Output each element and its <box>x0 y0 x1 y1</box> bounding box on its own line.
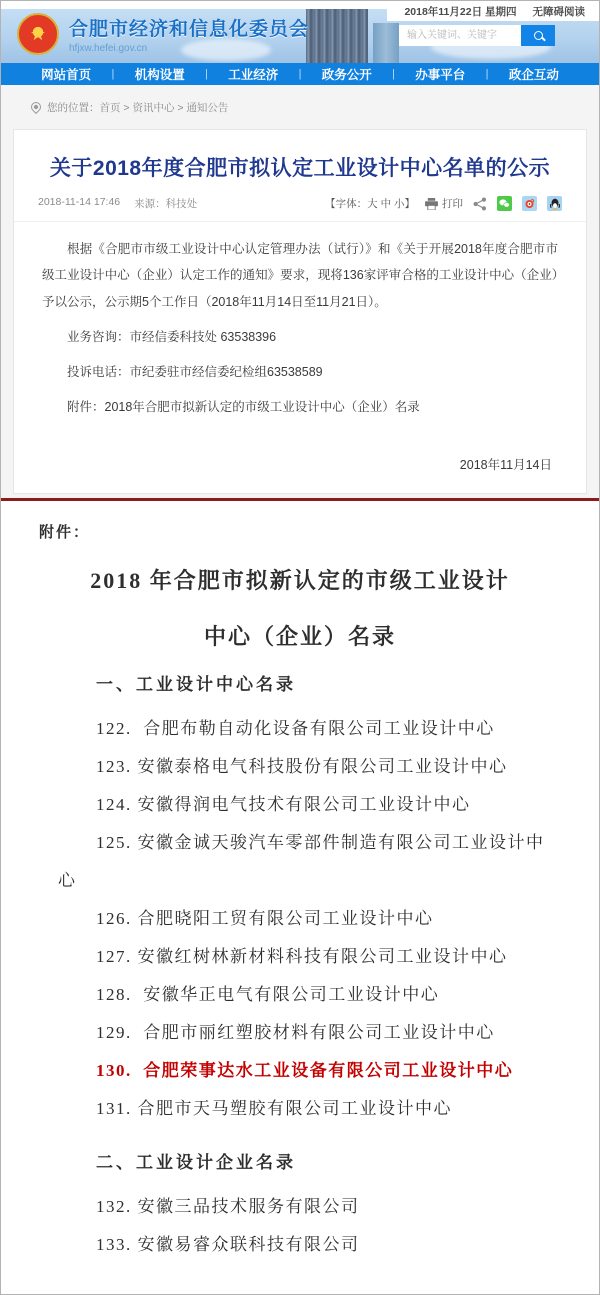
search-button[interactable] <box>521 25 555 46</box>
breadcrumb-band <box>1 85 599 129</box>
list-item-highlighted: 130. 合肥荣事达水工业设备有限公司工业设计中心 <box>96 1061 514 1081</box>
article-title: 关于2018年度合肥市拟认定工业设计中心名单的公示 <box>49 157 551 180</box>
article-source: 来源：科技处 <box>134 198 198 210</box>
attachment-label: 附件： <box>39 524 91 541</box>
article-paragraph: 根据《合肥市市级工业设计中心认定管理办法（试行）》和《关于开展2018年度合肥市市级工业设计中心（企业）认定工作的通知》要求，现将136家评审合格的工业设计中心（企业）予以公示，公示期5个工作日（2018年11月14日至11月21日）。 <box>42 242 558 309</box>
national-emblem-icon: ★ <box>17 13 59 55</box>
qq-icon[interactable] <box>547 196 562 211</box>
font-size-control[interactable]: 【字体：大 中 小】 <box>325 198 415 210</box>
list-item: 125. 安徽金诚天骏汽车零部件制造有限公司工业设计中心 <box>58 833 545 891</box>
print-button[interactable] <box>425 196 463 211</box>
current-date: 2018年11月22日 星期四 <box>404 5 517 18</box>
site-header <box>1 1 599 85</box>
search-box <box>399 25 555 46</box>
list-item: 126. 合肥晓阳工贸有限公司工业设计中心 <box>96 909 434 929</box>
nav-item-industry[interactable]: 工业经济 <box>228 68 279 82</box>
site-url: hfjxw.hefei.gov.cn <box>69 43 148 54</box>
section-heading-enterprises: 二、工业设计企业名录 <box>96 1153 296 1173</box>
printer-icon <box>425 198 438 210</box>
nav-item-interaction[interactable]: 政企互动 <box>508 68 559 82</box>
search-input[interactable] <box>399 25 521 46</box>
breadcrumb-text: 您的位置：首页 > 资讯中心 > 通知公告 <box>47 101 229 114</box>
site-name: 合肥市经济和信息化委员会 <box>69 19 310 40</box>
list-item: 133. 安徽易睿众联科技有限公司 <box>96 1235 360 1255</box>
article-meta <box>14 196 586 222</box>
weibo-icon[interactable] <box>522 196 537 211</box>
list-item: 124. 安徽得润电气技术有限公司工业设计中心 <box>96 795 471 815</box>
nav-separator: | <box>298 68 302 80</box>
list-item: 127. 安徽红树林新材料科技有限公司工业设计中心 <box>96 947 508 967</box>
list-item: 131. 合肥市天马塑胶有限公司工业设计中心 <box>96 1099 452 1119</box>
attachment-document <box>1 501 599 1295</box>
share-icon[interactable] <box>473 197 487 211</box>
article-card <box>13 129 587 494</box>
list-item: 123. 安徽泰格电气科技股份有限公司工业设计中心 <box>96 757 508 777</box>
nav-item-org[interactable]: 机构设置 <box>134 68 185 82</box>
print-label: 打印 <box>442 198 463 210</box>
breadcrumb[interactable] <box>31 100 228 115</box>
article-date: 2018年11月14日 <box>459 457 552 472</box>
doc-title-line1: 2018 年合肥市拟新认定的市级工业设计 <box>90 567 510 593</box>
list-item: 122. 合肥布勒自动化设备有限公司工业设计中心 <box>96 719 495 739</box>
building-image <box>373 23 399 63</box>
date-strip <box>387 1 599 21</box>
wechat-icon[interactable] <box>497 196 512 211</box>
nav-separator: | <box>392 68 395 80</box>
doc-title-line2: 中心（企业）名录 <box>203 623 396 649</box>
nav-separator: | <box>485 68 489 80</box>
nav-item-gov-affairs[interactable]: 政务公开 <box>321 68 372 82</box>
accessibility-link[interactable]: 无障碍阅读 <box>532 5 585 18</box>
consult-line: 业务咨询：市经信委科技处 63538396 <box>67 329 277 344</box>
location-pin-icon <box>29 100 43 114</box>
nav-item-service[interactable]: 办事平台 <box>415 68 466 82</box>
nav-separator: | <box>111 68 115 80</box>
nav-item-home[interactable]: 网站首页 <box>41 68 92 82</box>
nav-separator: | <box>205 68 208 80</box>
article-body <box>14 222 586 421</box>
site-logo[interactable] <box>17 13 309 55</box>
list-item: 129. 合肥市丽红塑胶材料有限公司工业设计中心 <box>96 1023 495 1043</box>
main-nav <box>1 63 599 85</box>
list-item: 128. 安徽华正电气有限公司工业设计中心 <box>96 985 440 1005</box>
publish-time: 2018-11-14 17:46 <box>38 196 121 208</box>
complaint-line: 投诉电话：市纪委驻市经信委纪检组63538589 <box>67 365 323 379</box>
attachment-link[interactable]: 附件：2018年合肥市拟新认定的市级工业设计中心（企业）名录 <box>67 400 420 415</box>
section-heading-centers: 一、工业设计中心名录 <box>96 675 296 695</box>
building-image <box>306 9 368 63</box>
list-item: 132. 安徽三品技术服务有限公司 <box>96 1197 360 1217</box>
search-icon <box>534 31 543 40</box>
